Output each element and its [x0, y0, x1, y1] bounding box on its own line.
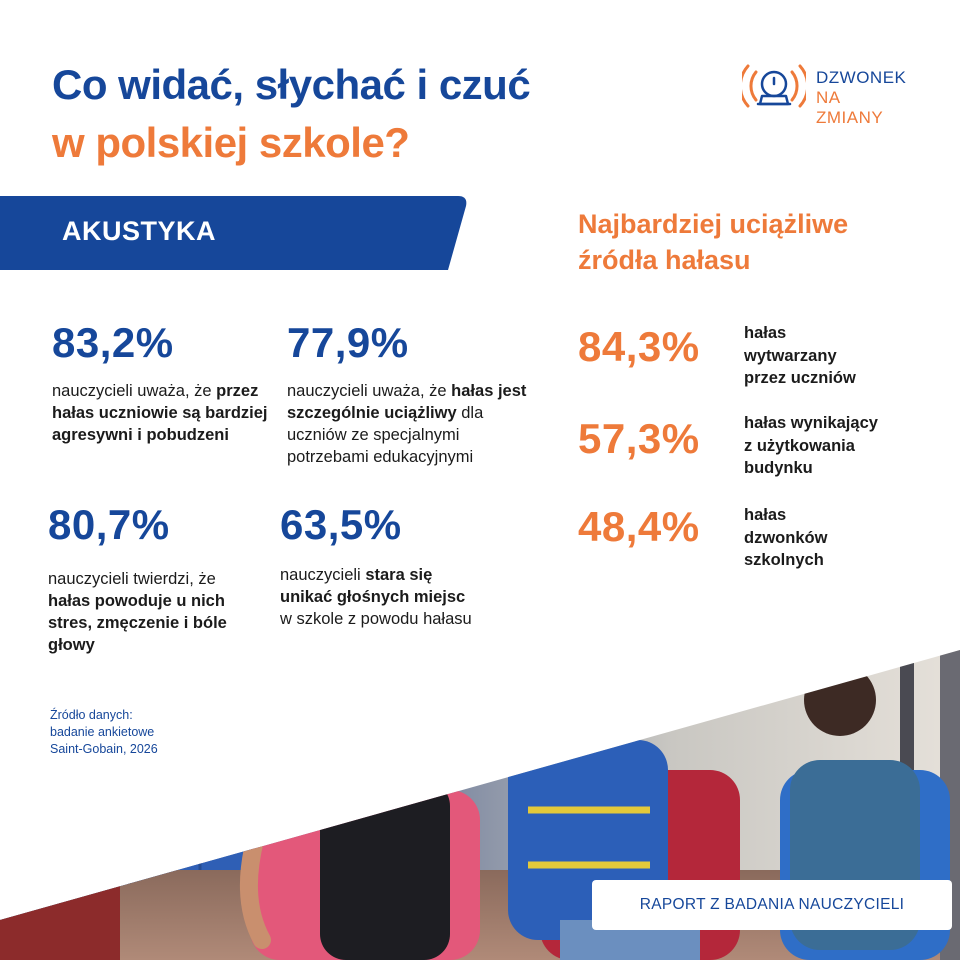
noise-source-label-1: hałas wytwarzany przez uczniów	[744, 324, 856, 387]
noise-source-label-3: hałas dzwonków szkolnych	[744, 506, 828, 569]
data-source-note: Źródło danych: badanie ankietowe Saint-Gobain, 2026	[50, 708, 158, 756]
page-title	[52, 56, 530, 172]
stat-description: nauczycieli stara się unikać głośnych miejsc w szkole z powodu hałasu	[280, 566, 472, 628]
report-label: RAPORT Z BADANIA NAUCZYCIELI	[639, 896, 905, 913]
title-line-1: Co widać, słychać i czuć	[52, 61, 531, 108]
noise-sources-title: Najbardziej uciążliwe źródła hałasu	[578, 209, 849, 275]
section-banner	[0, 196, 468, 270]
stat-block-4	[280, 500, 480, 630]
logo-line-1: DZWONEK	[816, 68, 907, 87]
title-line-2: w polskiej szkole?	[52, 119, 410, 166]
logo	[742, 58, 912, 127]
stat-value: 63,5%	[280, 501, 402, 548]
noise-source-value-1: 84,3%	[578, 323, 700, 370]
stat-block-1	[52, 318, 272, 446]
stat-value: 80,7%	[48, 501, 170, 548]
noise-source-label-2: hałas wynikający z użytkowania budynku	[744, 414, 878, 477]
section-label: AKUSTYKA	[62, 216, 217, 246]
logo-line-2: NA ZMIANY	[816, 88, 884, 127]
stat-block-2	[287, 318, 527, 468]
stat-value: 77,9%	[287, 319, 409, 366]
bell-ringing-icon	[742, 58, 806, 114]
report-badge	[592, 880, 952, 930]
noise-source-value-2: 57,3%	[578, 415, 700, 462]
stat-value: 83,2%	[52, 319, 174, 366]
stat-description: nauczycieli twierdzi, że hałas powoduje u nich stres, zmęczenie i bóle głowy	[48, 570, 227, 654]
stat-description: nauczycieli uważa, że przez hałas uczniowie są bardziej agresywni i pobudzeni	[52, 382, 268, 444]
noise-source-value-3: 48,4%	[578, 503, 700, 550]
stat-description: nauczycieli uważa, że hałas jest szczególnie uciążliwy dla uczniów ze specjalnymi potrzebami edukacyjnymi	[287, 382, 527, 466]
